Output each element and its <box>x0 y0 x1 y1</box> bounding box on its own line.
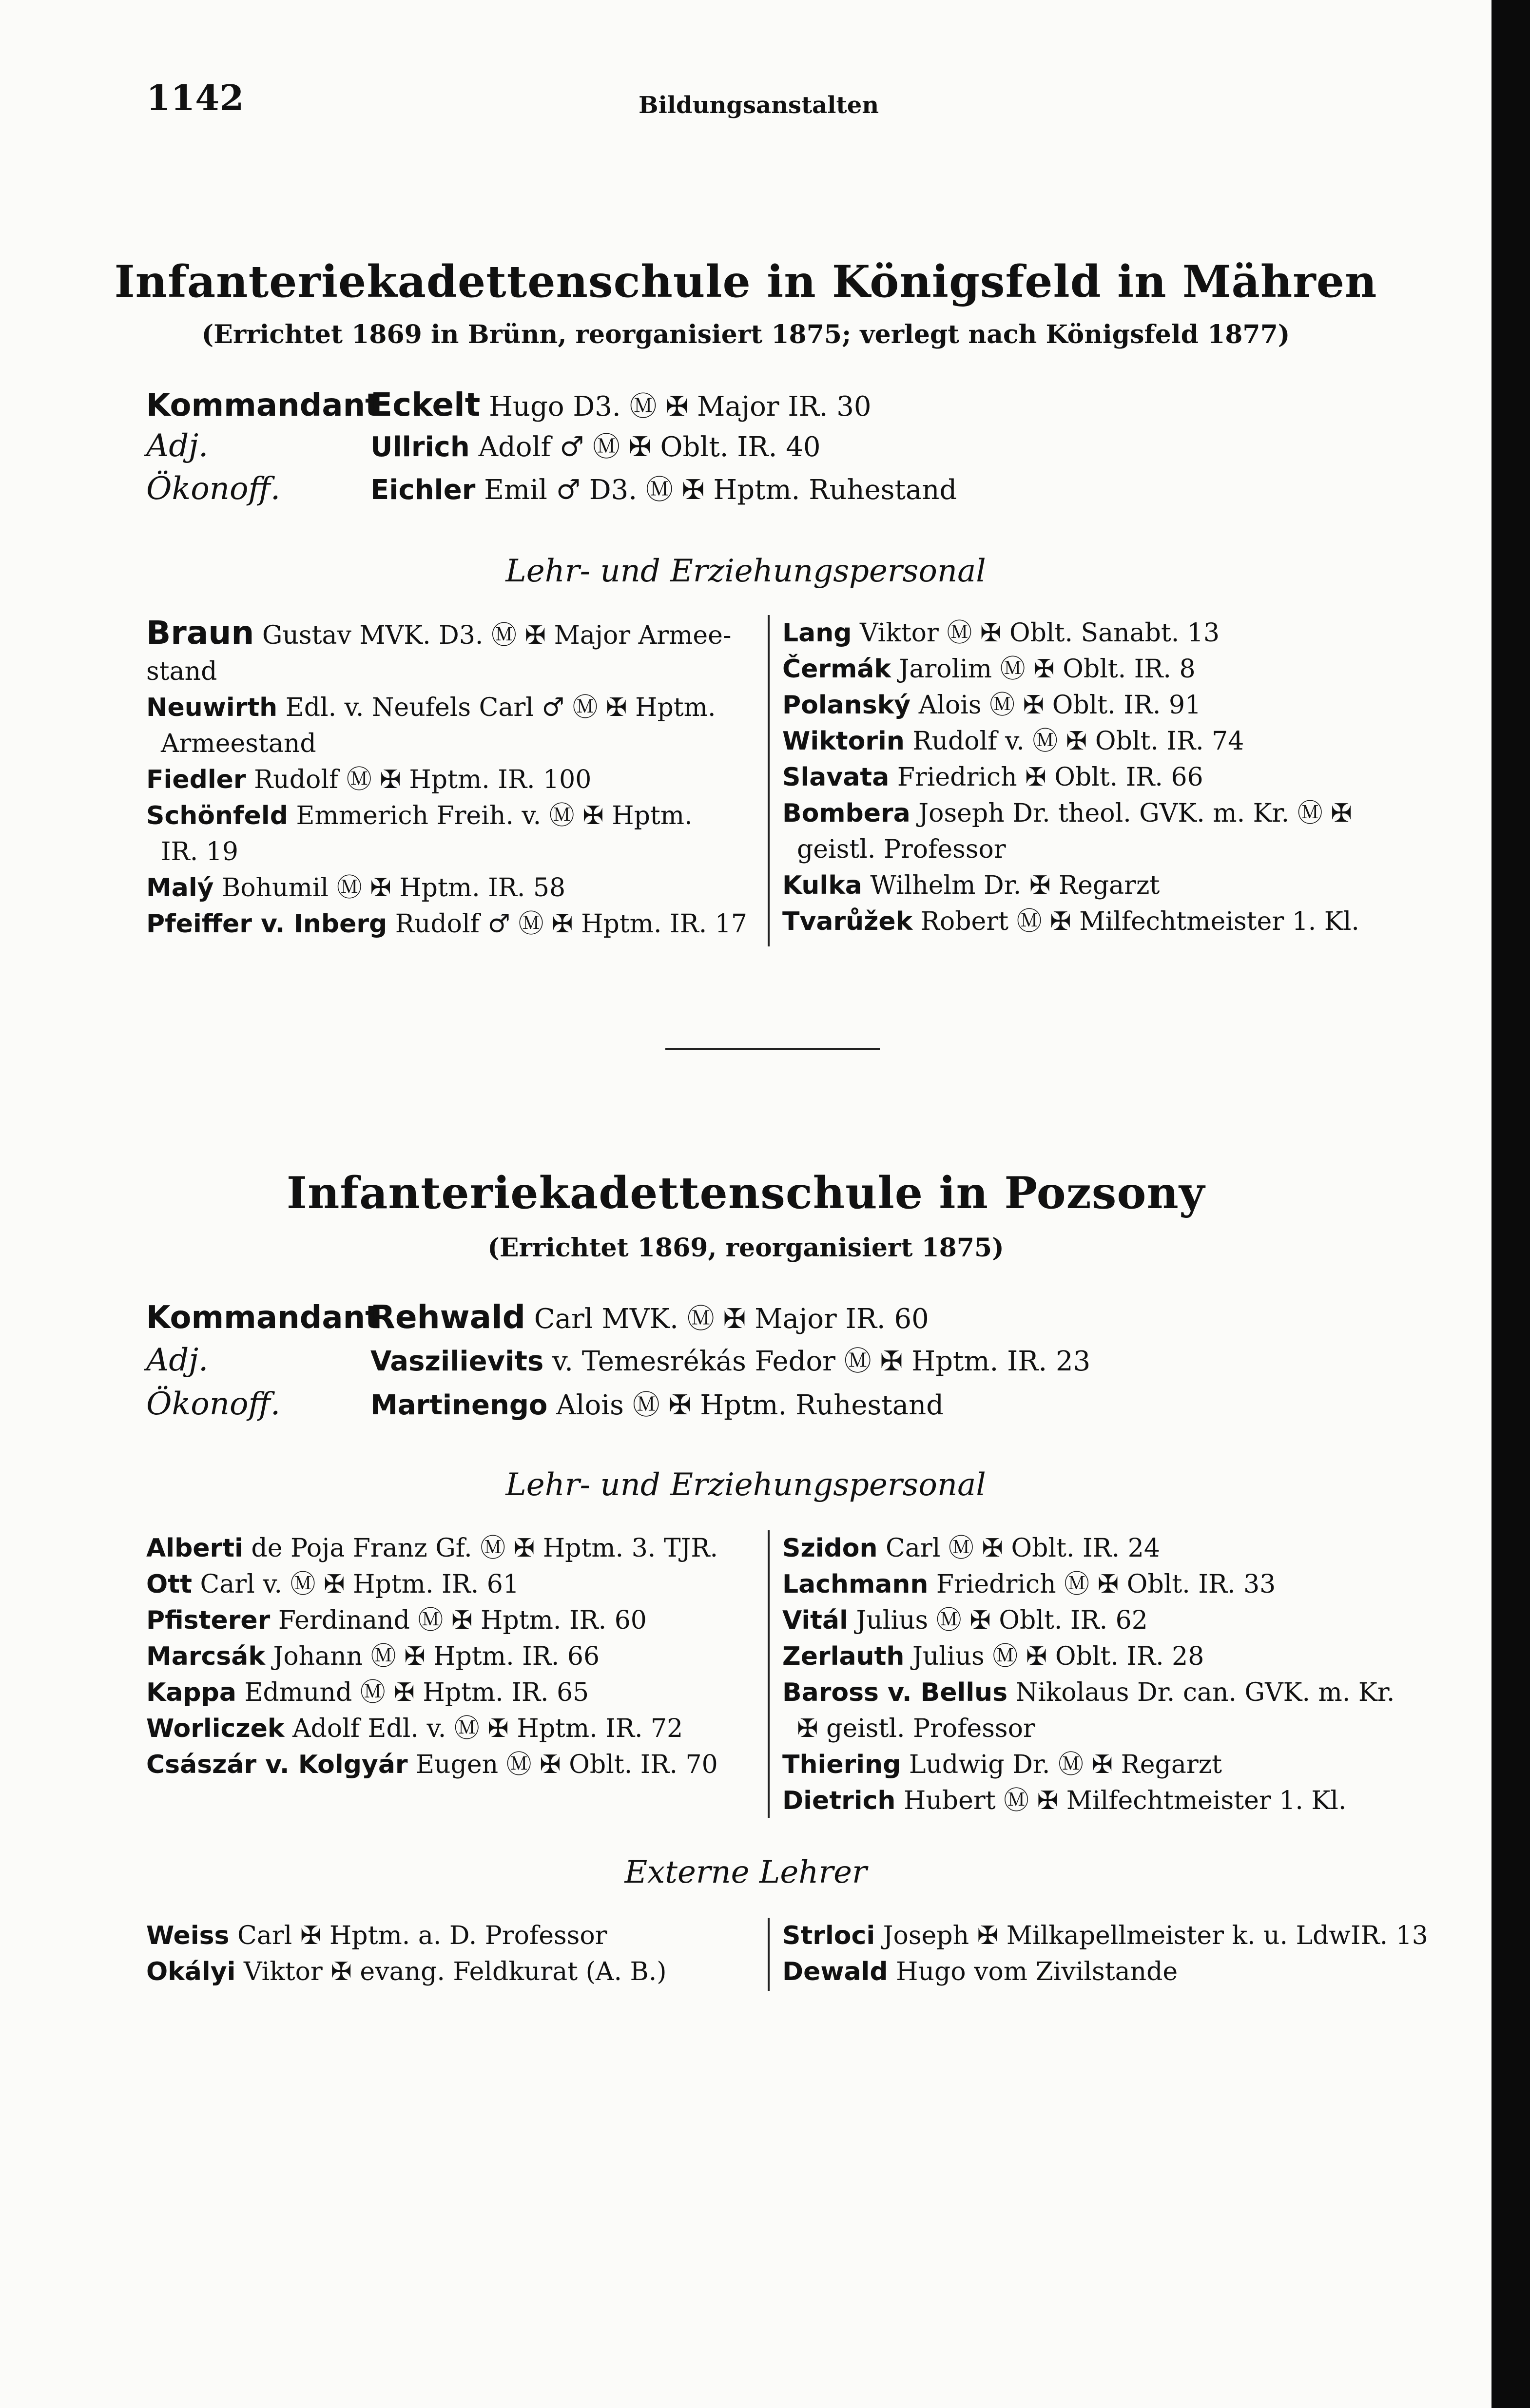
list-item: Császár v. Kolgyár Eugen Ⓜ ✠ Oblt. IR. 70 <box>146 1750 718 1779</box>
list-item: Slavata Friedrich ✠ Oblt. IR. 66 <box>782 763 1203 792</box>
list-item: Baross v. Bellus Nikolaus Dr. can. GVK. m. Kr. <box>782 1678 1395 1707</box>
school2-adjutant: Adj. Vaszilievits v. Temesrékás Fedor Ⓜ ✠ Hptm. IR. 23 <box>146 1342 1091 1378</box>
list-item: Braun Gustav MVK. D3. Ⓜ ✠ Major Armee- <box>146 614 732 652</box>
list-item: Malý Bohumil Ⓜ ✠ Hptm. IR. 58 <box>146 873 566 903</box>
list-item: Čermák Jarolim Ⓜ ✠ Oblt. IR. 8 <box>782 655 1196 684</box>
list-item: Dewald Hugo vom Zivilstande <box>782 1957 1178 1986</box>
list-item: geistl. Professor <box>797 835 1006 864</box>
list-item: Kulka Wilhelm Dr. ✠ Regarzt <box>782 871 1160 900</box>
list-item: Lachmann Friedrich Ⓜ ✠ Oblt. IR. 33 <box>782 1570 1276 1599</box>
school2-subtitle: (Errichtet 1869, reorganisiert 1875) <box>487 1233 1004 1263</box>
list-item: Fiedler Rudolf Ⓜ ✠ Hptm. IR. 100 <box>146 765 592 794</box>
external-left-column <box>146 1918 760 1990</box>
list-item: Kappa Edmund Ⓜ ✠ Hptm. IR. 65 <box>146 1678 589 1707</box>
list-item: Okályi Viktor ✠ evang. Feldkurat (A. B.) <box>146 1957 667 1986</box>
school1-section-heading: Lehr- und Erziehungspersonal <box>505 553 986 589</box>
list-item: Weiss Carl ✠ Hptm. a. D. Professor <box>146 1921 607 1950</box>
school1-commander: KommandantEckelt Hugo D3. Ⓜ ✠ Major IR. 30 <box>146 386 872 424</box>
list-item: Dietrich Hubert Ⓜ ✠ Milfechtmeister 1. Kl. <box>782 1786 1347 1815</box>
list-item: Thiering Ludwig Dr. Ⓜ ✠ Regarzt <box>782 1750 1222 1779</box>
external-right-column <box>782 1918 1428 1990</box>
list-item: Strloci Joseph ✠ Milkapellmeister k. u. LdwIR. 13 <box>782 1921 1428 1950</box>
list-item: stand <box>146 657 217 686</box>
school1-oekonom: Ökonoff. Eichler Emil ♂ D3. Ⓜ ✠ Hptm. Ruhestand <box>146 471 957 507</box>
school1-adjutant: Adj. Ullrich Adolf ♂ Ⓜ ✠ Oblt. IR. 40 <box>146 428 821 464</box>
list-item: Lang Viktor Ⓜ ✠ Oblt. Sanabt. 13 <box>782 618 1220 648</box>
page-number: 1142 <box>146 77 244 118</box>
list-item: Alberti de Poja Franz Gf. Ⓜ ✠ Hptm. 3. TJR. <box>146 1534 718 1563</box>
external-teachers-heading: Externe Lehrer <box>624 1854 867 1890</box>
list-item: IR. 19 <box>161 837 238 867</box>
column-divider <box>768 1530 770 1818</box>
list-item: Neuwirth Edl. v. Neufels Carl ♂ Ⓜ ✠ Hptm. <box>146 693 716 722</box>
column-divider <box>768 1918 770 1991</box>
list-item: Worliczek Adolf Edl. v. Ⓜ ✠ Hptm. IR. 72 <box>146 1714 683 1743</box>
school2-commander: KommandantRehwald Carl MVK. Ⓜ ✠ Major IR. 60 <box>146 1298 929 1336</box>
school2-oekonom: Ökonoff. Martinengo Alois Ⓜ ✠ Hptm. Ruhestand <box>146 1386 944 1422</box>
school2-right-column <box>782 1530 1416 1819</box>
list-item: Pfeiffer v. Inberg Rudolf ♂ Ⓜ ✠ Hptm. IR. 17 <box>146 909 747 939</box>
school2-section-heading: Lehr- und Erziehungspersonal <box>505 1467 986 1503</box>
list-item: Armeestand <box>161 729 316 758</box>
list-item: Pfisterer Ferdinand Ⓜ ✠ Hptm. IR. 60 <box>146 1606 647 1635</box>
list-item: Szidon Carl Ⓜ ✠ Oblt. IR. 24 <box>782 1534 1160 1563</box>
list-item: Marcsák Johann Ⓜ ✠ Hptm. IR. 66 <box>146 1642 600 1671</box>
list-item: ✠ geistl. Professor <box>797 1714 1035 1743</box>
list-item: Bombera Joseph Dr. theol. GVK. m. Kr. Ⓜ ✠ <box>782 799 1352 828</box>
list-item: Zerlauth Julius Ⓜ ✠ Oblt. IR. 28 <box>782 1642 1204 1671</box>
list-item: Schönfeld Emmerich Freih. v. Ⓜ ✠ Hptm. <box>146 801 693 830</box>
school1-subtitle: (Errichtet 1869 in Brünn, reorganisiert 1875; verlegt nach Königsfeld 1877) <box>201 320 1290 349</box>
school2-left-column <box>146 1530 760 1783</box>
school1-title: Infanteriekadettenschule in Königsfeld in Mähren <box>114 256 1377 308</box>
list-item: Tvarůžek Robert Ⓜ ✠ Milfechtmeister 1. Kl. <box>782 907 1359 936</box>
school2-title: Infanteriekadettenschule in Pozsony <box>286 1167 1205 1219</box>
list-item: Polanský Alois Ⓜ ✠ Oblt. IR. 91 <box>782 691 1201 720</box>
scan-edge <box>1491 0 1530 2408</box>
column-divider <box>768 615 770 946</box>
section-separator <box>665 1048 880 1050</box>
list-item: Wiktorin Rudolf v. Ⓜ ✠ Oblt. IR. 74 <box>782 727 1244 756</box>
list-item: Ott Carl v. Ⓜ ✠ Hptm. IR. 61 <box>146 1570 519 1599</box>
school1-left-column <box>146 615 760 942</box>
list-item: Vitál Julius Ⓜ ✠ Oblt. IR. 62 <box>782 1606 1148 1635</box>
running-head: Bildungsanstalten <box>639 92 879 119</box>
school1-right-column <box>782 615 1416 940</box>
